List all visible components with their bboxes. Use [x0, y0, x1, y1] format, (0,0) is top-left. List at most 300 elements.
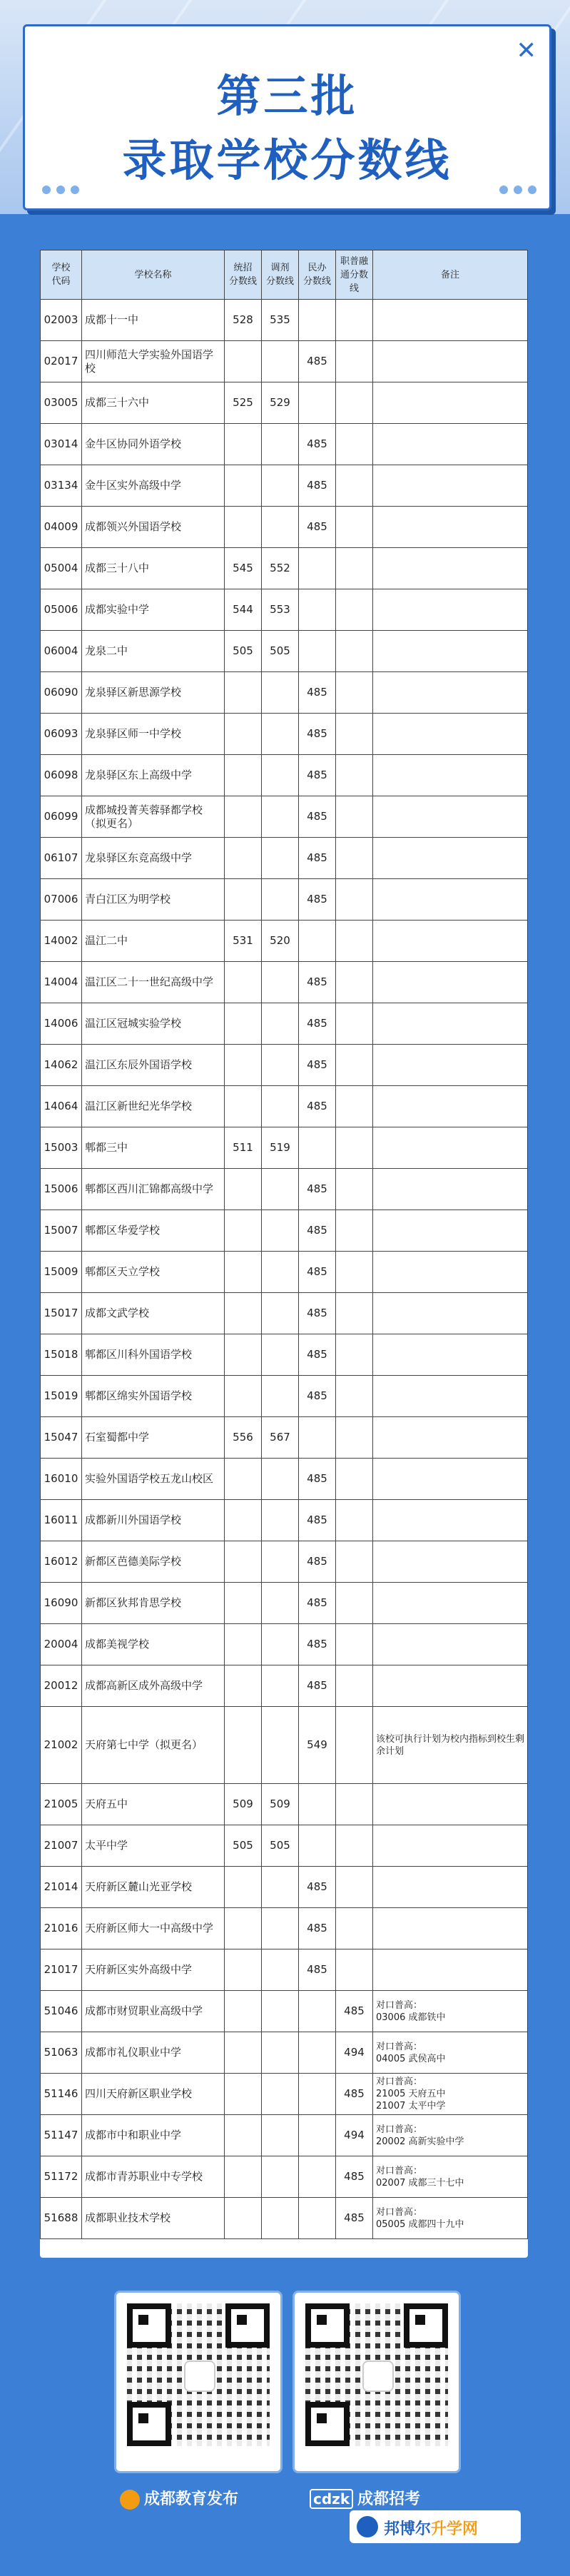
school-name-cell: 成都实验中学 [82, 589, 225, 631]
unified-score-cell [225, 1949, 262, 1991]
adjust-score-cell [262, 1583, 299, 1624]
school-name-cell: 郫都区绵实外国语学校 [82, 1376, 225, 1417]
table-row [41, 755, 528, 796]
adjust-score-cell: 505 [262, 631, 299, 672]
private-score-cell: 485 [299, 796, 336, 838]
adjust-score-cell [262, 1991, 299, 2032]
adjust-score-cell [262, 1003, 299, 1045]
note-cell [373, 1169, 528, 1210]
unified-score-cell [225, 1541, 262, 1583]
close-decoration-icon: ✕ [516, 36, 536, 65]
school-name-cell: 龙泉驿区东竞高级中学 [82, 838, 225, 879]
vocational-score-cell [336, 507, 373, 548]
unified-score-cell: 511 [225, 1127, 262, 1169]
school-code-cell: 03005 [41, 382, 82, 424]
note-cell [373, 1583, 528, 1624]
private-score-cell: 485 [299, 1045, 336, 1086]
note-cell [373, 1334, 528, 1376]
unified-score-cell [225, 2032, 262, 2074]
table-row [41, 465, 528, 507]
school-name-cell: 天府新区师大一中高级中学 [82, 1908, 225, 1949]
school-name-cell: 金牛区实外高级中学 [82, 465, 225, 507]
private-score-cell: 485 [299, 1293, 336, 1334]
adjust-score-cell [262, 2198, 299, 2239]
private-score-cell [299, 548, 336, 589]
school-name-cell: 天府五中 [82, 1784, 225, 1825]
brand-chengdu-zhaokao: cdzk 成都招考 [310, 2487, 420, 2509]
school-code-cell: 20004 [41, 1624, 82, 1665]
unified-score-cell [225, 341, 262, 382]
unified-score-cell [225, 1086, 262, 1127]
table-row [41, 1991, 528, 2032]
private-score-cell: 549 [299, 1707, 336, 1784]
note-cell [373, 1867, 528, 1908]
unified-score-cell: 525 [225, 382, 262, 424]
vocational-score-cell [336, 1949, 373, 1991]
school-name-cell: 成都职业技术学校 [82, 2198, 225, 2239]
adjust-score-cell [262, 714, 299, 755]
unified-score-cell [225, 1376, 262, 1417]
adjust-score-cell: 553 [262, 589, 299, 631]
vocational-score-cell [336, 921, 373, 962]
table-row [41, 2198, 528, 2239]
note-cell [373, 1210, 528, 1252]
site-logo-icon [357, 2516, 378, 2537]
adjust-score-cell [262, 1707, 299, 1784]
school-name-cell: 天府第七中学（拟更名） [82, 1707, 225, 1784]
table-row [41, 714, 528, 755]
school-code-cell: 21016 [41, 1908, 82, 1949]
table-row [41, 1583, 528, 1624]
private-score-cell: 485 [299, 1252, 336, 1293]
note-cell: 对口普高： 03006 成都铁中 [373, 1991, 528, 2032]
table-row [41, 1210, 528, 1252]
header-school-name: 学校名称 [82, 250, 225, 300]
adjust-score-cell [262, 1252, 299, 1293]
school-name-cell: 天府新区麓山光亚学校 [82, 1867, 225, 1908]
unified-score-cell [225, 879, 262, 921]
adjust-score-cell [262, 1045, 299, 1086]
private-score-cell [299, 1127, 336, 1169]
school-code-cell: 06107 [41, 838, 82, 879]
unified-score-cell [225, 1991, 262, 2032]
header-private-score: 民办 分数线 [299, 250, 336, 300]
table-row [41, 1045, 528, 1086]
vocational-score-cell [336, 341, 373, 382]
school-code-cell: 14006 [41, 1003, 82, 1045]
unified-score-cell [225, 714, 262, 755]
note-cell [373, 879, 528, 921]
adjust-score-cell [262, 672, 299, 714]
table-row [41, 2115, 528, 2156]
title-card [23, 24, 551, 211]
vocational-score-cell [336, 1867, 373, 1908]
school-name-cell: 成都三十六中 [82, 382, 225, 424]
adjust-score-cell [262, 879, 299, 921]
table-row [41, 1665, 528, 1707]
note-cell [373, 714, 528, 755]
unified-score-cell [225, 1583, 262, 1624]
vocational-score-cell: 494 [336, 2032, 373, 2074]
school-code-cell: 15003 [41, 1127, 82, 1169]
adjust-score-cell [262, 1949, 299, 1991]
table-header-row [41, 250, 528, 300]
note-cell [373, 1045, 528, 1086]
vocational-score-cell [336, 424, 373, 465]
note-cell [373, 1293, 528, 1334]
unified-score-cell [225, 1707, 262, 1784]
table-row [41, 1376, 528, 1417]
unified-score-cell [225, 1908, 262, 1949]
table-row [41, 838, 528, 879]
adjust-score-cell [262, 962, 299, 1003]
vocational-score-cell [336, 1707, 373, 1784]
private-score-cell [299, 2156, 336, 2198]
private-score-cell [299, 1784, 336, 1825]
table-row [41, 1908, 528, 1949]
header-unified-score: 统招 分数线 [225, 250, 262, 300]
school-code-cell: 04009 [41, 507, 82, 548]
adjust-score-cell [262, 755, 299, 796]
table-row [41, 382, 528, 424]
vocational-score-cell [336, 1459, 373, 1500]
table-row [41, 1949, 528, 1991]
site-watermark-badge[interactable]: 邦博尔升学网 [350, 2510, 521, 2543]
note-cell [373, 1665, 528, 1707]
table-row [41, 507, 528, 548]
table-row [41, 962, 528, 1003]
adjust-score-cell [262, 341, 299, 382]
vocational-score-cell [336, 962, 373, 1003]
unified-score-cell [225, 1045, 262, 1086]
school-code-cell: 51063 [41, 2032, 82, 2074]
vocational-score-cell [336, 672, 373, 714]
note-cell [373, 1003, 528, 1045]
vocational-score-cell [336, 1417, 373, 1459]
vocational-score-cell [336, 1045, 373, 1086]
note-cell [373, 672, 528, 714]
school-code-cell: 06004 [41, 631, 82, 672]
unified-score-cell [225, 2156, 262, 2198]
adjust-score-cell: 509 [262, 1784, 299, 1825]
unified-score-cell: 505 [225, 631, 262, 672]
school-name-cell: 成都城投菁芙蓉驿都学校（拟更名） [82, 796, 225, 838]
vocational-score-cell [336, 1003, 373, 1045]
school-code-cell: 21017 [41, 1949, 82, 1991]
table-row [41, 1459, 528, 1500]
private-score-cell: 485 [299, 1949, 336, 1991]
vocational-score-cell [336, 755, 373, 796]
private-score-cell: 485 [299, 1169, 336, 1210]
private-score-cell: 485 [299, 1210, 336, 1252]
note-cell [373, 465, 528, 507]
adjust-score-cell: 505 [262, 1825, 299, 1867]
school-name-cell: 四川师范大学实验外国语学校 [82, 341, 225, 382]
table-row [41, 1867, 528, 1908]
note-cell [373, 1376, 528, 1417]
school-code-cell: 21014 [41, 1867, 82, 1908]
unified-score-cell [225, 1334, 262, 1376]
unified-score-cell [225, 1003, 262, 1045]
table-row [41, 1707, 528, 1784]
vocational-score-cell [336, 1583, 373, 1624]
adjust-score-cell [262, 2115, 299, 2156]
private-score-cell [299, 1417, 336, 1459]
qr-logo-icon [184, 2361, 215, 2392]
private-score-cell: 485 [299, 1624, 336, 1665]
unified-score-cell [225, 1665, 262, 1707]
unified-score-cell [225, 838, 262, 879]
unified-score-cell [225, 507, 262, 548]
private-score-cell: 485 [299, 507, 336, 548]
school-code-cell: 21005 [41, 1784, 82, 1825]
school-name-cell: 青白江区为明学校 [82, 879, 225, 921]
note-cell [373, 548, 528, 589]
school-code-cell: 05006 [41, 589, 82, 631]
private-score-cell: 485 [299, 755, 336, 796]
unified-score-cell: 528 [225, 300, 262, 341]
school-name-cell: 成都美视学校 [82, 1624, 225, 1665]
school-code-cell: 16090 [41, 1583, 82, 1624]
unified-score-cell: 531 [225, 921, 262, 962]
adjust-score-cell [262, 424, 299, 465]
unified-score-cell: 556 [225, 1417, 262, 1459]
private-score-cell: 485 [299, 838, 336, 879]
school-code-cell: 03014 [41, 424, 82, 465]
unified-score-cell [225, 465, 262, 507]
note-cell [373, 1541, 528, 1583]
note-cell [373, 1825, 528, 1867]
vocational-score-cell [336, 1127, 373, 1169]
school-name-cell: 郫都区天立学校 [82, 1252, 225, 1293]
qr-card-right [292, 2291, 461, 2473]
school-code-cell: 15017 [41, 1293, 82, 1334]
private-score-cell: 485 [299, 1086, 336, 1127]
private-score-cell [299, 2074, 336, 2115]
school-name-cell: 温江区冠城实验学校 [82, 1003, 225, 1045]
table-row [41, 1500, 528, 1541]
vocational-score-cell [336, 1784, 373, 1825]
school-code-cell: 51146 [41, 2074, 82, 2115]
private-score-cell [299, 2032, 336, 2074]
school-name-cell: 温江二中 [82, 921, 225, 962]
table-row [41, 796, 528, 838]
school-code-cell: 15018 [41, 1334, 82, 1376]
school-code-cell: 15019 [41, 1376, 82, 1417]
adjust-score-cell [262, 2156, 299, 2198]
unified-score-cell [225, 2115, 262, 2156]
qr-logo-icon [362, 2361, 394, 2392]
unified-score-cell [225, 424, 262, 465]
note-cell [373, 300, 528, 341]
school-name-cell: 温江区东辰外国语学校 [82, 1045, 225, 1086]
school-name-cell: 温江区二十一世纪高级中学 [82, 962, 225, 1003]
adjust-score-cell [262, 1334, 299, 1376]
unified-score-cell [225, 2198, 262, 2239]
adjust-score-cell: 535 [262, 300, 299, 341]
private-score-cell: 485 [299, 1459, 336, 1500]
brand-chengdu-education: 成都教育发布 [120, 2487, 238, 2510]
school-code-cell: 51172 [41, 2156, 82, 2198]
unified-score-cell [225, 1293, 262, 1334]
dots-decoration [42, 183, 85, 197]
private-score-cell: 485 [299, 1003, 336, 1045]
note-cell: 对口普高： 04005 武侯高中 [373, 2032, 528, 2074]
vocational-score-cell [336, 1908, 373, 1949]
private-score-cell: 485 [299, 1908, 336, 1949]
table-row [41, 1003, 528, 1045]
vocational-score-cell [336, 714, 373, 755]
adjust-score-cell: 529 [262, 382, 299, 424]
private-score-cell: 485 [299, 1665, 336, 1707]
private-score-cell: 485 [299, 1867, 336, 1908]
school-code-cell: 15006 [41, 1169, 82, 1210]
note-cell [373, 755, 528, 796]
school-code-cell: 21002 [41, 1707, 82, 1784]
school-name-cell: 成都十一中 [82, 300, 225, 341]
adjust-score-cell [262, 1210, 299, 1252]
school-name-cell: 成都市中和职业中学 [82, 2115, 225, 2156]
private-score-cell: 485 [299, 962, 336, 1003]
school-name-cell: 成都高新区成外高级中学 [82, 1665, 225, 1707]
unified-score-cell [225, 1210, 262, 1252]
school-name-cell: 郫都三中 [82, 1127, 225, 1169]
private-score-cell: 485 [299, 879, 336, 921]
vocational-score-cell: 485 [336, 1991, 373, 2032]
private-score-cell: 485 [299, 1583, 336, 1624]
adjust-score-cell: 567 [262, 1417, 299, 1459]
school-name-cell: 成都市礼仪职业中学 [82, 2032, 225, 2074]
school-code-cell: 21007 [41, 1825, 82, 1867]
private-score-cell: 485 [299, 1334, 336, 1376]
school-code-cell: 07006 [41, 879, 82, 921]
school-code-cell: 06098 [41, 755, 82, 796]
table-row [41, 1784, 528, 1825]
qr-card-left [114, 2291, 283, 2473]
private-score-cell: 485 [299, 714, 336, 755]
adjust-score-cell [262, 1293, 299, 1334]
adjust-score-cell [262, 2032, 299, 2074]
school-name-cell: 龙泉二中 [82, 631, 225, 672]
unified-score-cell [225, 796, 262, 838]
vocational-score-cell [336, 1500, 373, 1541]
vocational-score-cell [336, 1376, 373, 1417]
note-cell: 对口普高： 21005 天府五中 21007 太平中学 [373, 2074, 528, 2115]
school-name-cell: 新都区芭德美际学校 [82, 1541, 225, 1583]
adjust-score-cell [262, 838, 299, 879]
table-row [41, 1252, 528, 1293]
table-row [41, 424, 528, 465]
unified-score-cell [225, 1500, 262, 1541]
vocational-score-cell [336, 589, 373, 631]
unified-score-cell [225, 1169, 262, 1210]
adjust-score-cell [262, 2074, 299, 2115]
school-name-cell: 天府新区实外高级中学 [82, 1949, 225, 1991]
unified-score-cell [225, 962, 262, 1003]
table-row [41, 1293, 528, 1334]
school-name-cell: 成都领兴外国语学校 [82, 507, 225, 548]
table-row [41, 300, 528, 341]
vocational-score-cell [336, 1665, 373, 1707]
private-score-cell [299, 300, 336, 341]
private-score-cell: 485 [299, 1500, 336, 1541]
adjust-score-cell [262, 1459, 299, 1500]
vocational-score-cell [336, 548, 373, 589]
adjust-score-cell: 520 [262, 921, 299, 962]
school-name-cell: 成都新川外国语学校 [82, 1500, 225, 1541]
note-cell [373, 921, 528, 962]
unified-score-cell [225, 1459, 262, 1500]
unified-score-cell [225, 1252, 262, 1293]
school-code-cell: 14004 [41, 962, 82, 1003]
school-code-cell: 14062 [41, 1045, 82, 1086]
table-row [41, 921, 528, 962]
table-row [41, 2156, 528, 2198]
unified-score-cell: 509 [225, 1784, 262, 1825]
private-score-cell: 485 [299, 1376, 336, 1417]
school-code-cell: 51688 [41, 2198, 82, 2239]
vocational-score-cell: 494 [336, 2115, 373, 2156]
vocational-score-cell [336, 1252, 373, 1293]
note-cell [373, 838, 528, 879]
vocational-score-cell [336, 796, 373, 838]
adjust-score-cell [262, 1169, 299, 1210]
note-cell [373, 1624, 528, 1665]
adjust-score-cell [262, 1376, 299, 1417]
table-row [41, 2074, 528, 2115]
header-vocational-score: 职普融 通分数 线 [336, 250, 373, 300]
table-row [41, 1169, 528, 1210]
school-code-cell: 51046 [41, 1991, 82, 2032]
private-score-cell [299, 2198, 336, 2239]
school-code-cell: 15009 [41, 1252, 82, 1293]
adjust-score-cell [262, 1867, 299, 1908]
private-score-cell: 485 [299, 341, 336, 382]
unified-score-cell [225, 1624, 262, 1665]
note-cell [373, 382, 528, 424]
school-code-cell: 14064 [41, 1086, 82, 1127]
note-cell: 该校可执行计划为校内指标到校生剩余计划 [373, 1707, 528, 1784]
vocational-score-cell [336, 838, 373, 879]
school-name-cell: 温江区新世纪光华学校 [82, 1086, 225, 1127]
school-name-cell: 金牛区协同外语学校 [82, 424, 225, 465]
school-name-cell: 石室蜀都中学 [82, 1417, 225, 1459]
table-row [41, 1541, 528, 1583]
unified-score-cell: 545 [225, 548, 262, 589]
unified-score-cell [225, 2074, 262, 2115]
score-table [40, 250, 528, 2239]
school-code-cell: 15007 [41, 1210, 82, 1252]
school-name-cell: 太平中学 [82, 1825, 225, 1867]
table-row [41, 1417, 528, 1459]
adjust-score-cell [262, 465, 299, 507]
vocational-score-cell [336, 1086, 373, 1127]
vocational-score-cell [336, 631, 373, 672]
adjust-score-cell [262, 1086, 299, 1127]
table-row [41, 879, 528, 921]
table-row [41, 1825, 528, 1867]
school-code-cell: 16012 [41, 1541, 82, 1583]
vocational-score-cell: 485 [336, 2156, 373, 2198]
table-row [41, 631, 528, 672]
school-name-cell: 实验外国语学校五龙山校区 [82, 1459, 225, 1500]
private-score-cell [299, 921, 336, 962]
school-code-cell: 20012 [41, 1665, 82, 1707]
cdzk-logo-icon: cdzk [310, 2489, 353, 2509]
vocational-score-cell [336, 382, 373, 424]
private-score-cell [299, 1825, 336, 1867]
private-score-cell: 485 [299, 465, 336, 507]
